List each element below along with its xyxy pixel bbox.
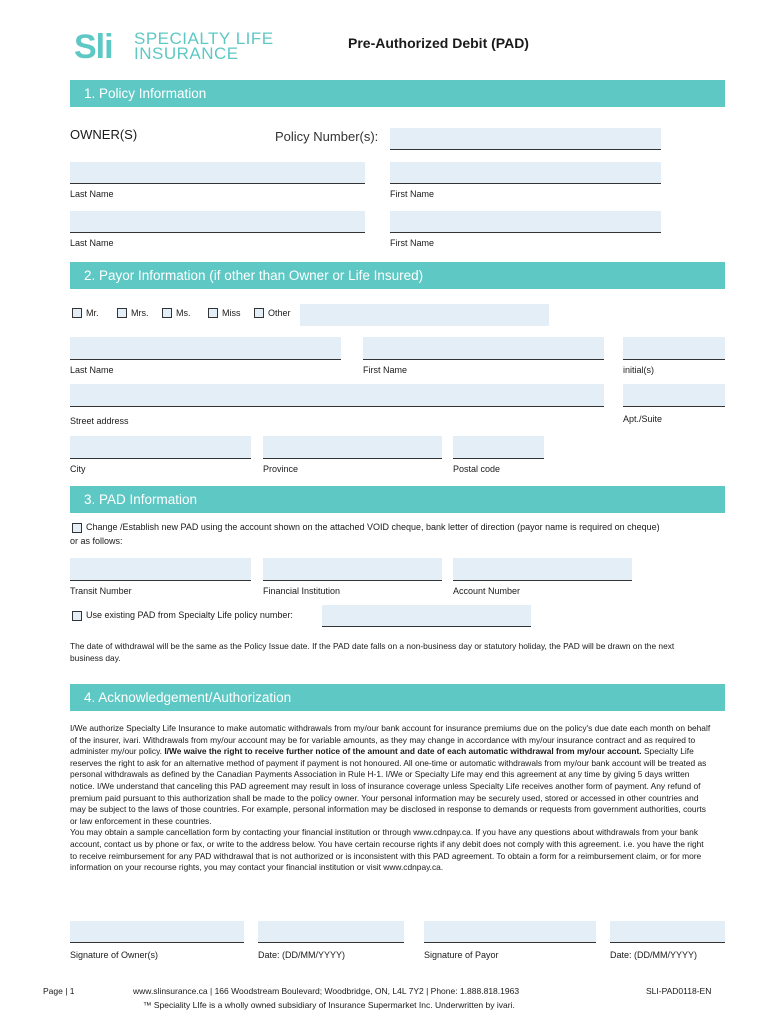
form-id: SLI-PAD0118-EN xyxy=(646,986,712,996)
section-pad-information: 3. PAD Information xyxy=(70,486,725,513)
miss-label: Miss xyxy=(222,308,241,318)
waive-notice-text: I/We waive the right to receive further notice of the amount and date of each automatic withdrawal from my/our account. xyxy=(164,746,642,757)
payor-signature-label: Signature of Payor xyxy=(424,950,499,960)
city-label: City xyxy=(70,464,86,474)
owner-signature-label: Signature of Owner(s) xyxy=(70,950,159,960)
owner-date-label: Date: (DD/MM/YYYY) xyxy=(258,950,346,960)
authorization-text-part2: Specialty Life reserves the right to ask for an alternative method of payment if payment is not honoured. All one-time or automatic withdrawals from my/our bank account will be treated as personal withdrawals as defined by the Canadian Payments Association in Rule H-1. I/We or Specialty Life may end this agreement at any time by giving 5 days written notice. I/We understand that canceling this PAD agreement may result in loss of insurance coverage unless Specialty Life receives another form of payment. Any refund of premium paid pursuant to this authorization shall be made to the policy owner. Your personal information may be securely used, stored or accessed in other countries and may be subject to the laws of those countries. For example, personal information may be disclosed in response to demands or requests from government authorities, courts or law enforcement in these countries. xyxy=(70,746,707,826)
payor-first-name-field[interactable] xyxy=(363,337,604,360)
logo-line2: INSURANCE xyxy=(134,44,239,63)
city-field[interactable] xyxy=(70,436,251,459)
payor-last-name-label: Last Name xyxy=(70,365,114,375)
postal-code-field[interactable] xyxy=(453,436,544,459)
existing-pad-checkbox[interactable] xyxy=(72,611,82,621)
logo-mark: Sli xyxy=(74,28,113,66)
mr-checkbox[interactable] xyxy=(72,308,82,318)
owner1-last-name-label: Last Name xyxy=(70,189,114,199)
withdrawal-date-note: The date of withdrawal will be the same as the Policy Issue date. If the PAD date falls on a non-business day or statutory holiday, the PAD will be drawn on the next business day. xyxy=(70,641,675,663)
transit-number-label: Transit Number xyxy=(70,586,132,596)
apt-suite-label: Apt./Suite xyxy=(623,414,663,424)
ms-checkbox[interactable] xyxy=(162,308,172,318)
mrs-label: Mrs. xyxy=(131,308,149,318)
ms-label: Ms. xyxy=(176,308,191,318)
other-title-field[interactable] xyxy=(300,304,549,326)
account-number-field[interactable] xyxy=(453,558,632,581)
policy-number-field[interactable] xyxy=(390,128,661,150)
section-payor-information: 2. Payor Information (if other than Owner or Life Insured) xyxy=(70,262,725,289)
payor-signature-field[interactable] xyxy=(424,921,596,943)
owner1-first-name-label: First Name xyxy=(390,189,435,199)
payor-signature-date-field[interactable] xyxy=(610,921,725,943)
owner1-last-name-field[interactable] xyxy=(70,162,365,184)
owner2-last-name-label: Last Name xyxy=(70,238,114,248)
subsidiary-note: ™ Speciality LIfe is a wholly owned subsidiary of Insurance Supermarket Inc. Underwritten by ivari. xyxy=(143,1000,515,1010)
payor-date-label: Date: (DD/MM/YYYY) xyxy=(610,950,698,960)
section-acknowledgement: 4. Acknowledgement/Authorization xyxy=(70,684,725,711)
recourse-text: You may obtain a sample cancellation form by contacting your financial institution or through www.cdnpay.ca. If you have any questions about withdrawals from your bank account, contact us by phone or fax, or write to the address below. You have certain recourse rights if any debit does not comply with this agreement. i.e. you have the right to receive reimbursement for any PAD withdrawal that is not authorized or is inconsistent with this PAD agreement. To obtain a form for a reimbursement claim, or for more information on your recourse rights, you may contact your financial institution or visit www.cdnpay.ca. xyxy=(70,827,704,873)
province-label: Province xyxy=(263,464,299,474)
page-number: Page | 1 xyxy=(43,986,75,996)
change-pad-text-line1: Change /Establish new PAD using the account shown on the attached VOID cheque, bank letter of direction (payor name is required on cheque) xyxy=(86,522,660,532)
owner-signature-field[interactable] xyxy=(70,921,244,943)
authorization-text-part1: I/We authorize Specialty Life Insurance to make automatic withdrawals from my/our bank account for insurance premiums due on the policy's due date each month on behalf of the insurer, ivari. Withdrawals from my/our account may be for variable amounts, as they may change in accordance with my/our insurance contract and as required to administer my/our policy. xyxy=(70,723,711,757)
owner2-first-name-label: First Name xyxy=(390,238,435,248)
existing-pad-label: Use existing PAD from Specialty Life policy number: xyxy=(86,610,293,620)
payor-initials-label: initial(s) xyxy=(623,365,655,375)
financial-institution-label: Financial Institution xyxy=(263,586,341,596)
miss-checkbox[interactable] xyxy=(208,308,218,318)
mrs-checkbox[interactable] xyxy=(117,308,127,318)
street-address-label: Street address xyxy=(70,416,129,426)
street-address-field[interactable] xyxy=(70,384,604,407)
existing-policy-number-field[interactable] xyxy=(322,605,531,627)
payor-first-name-label: First Name xyxy=(363,365,408,375)
owner1-first-name-field[interactable] xyxy=(390,162,661,184)
other-label: Other xyxy=(268,308,291,318)
page-title: Pre-Authorized Debit (PAD) xyxy=(348,35,529,51)
change-pad-text-line2: or as follows: xyxy=(70,536,123,546)
owner2-first-name-field[interactable] xyxy=(390,211,661,233)
other-checkbox[interactable] xyxy=(254,308,264,318)
section-policy-information: 1. Policy Information xyxy=(70,80,725,107)
owner2-last-name-field[interactable] xyxy=(70,211,365,233)
financial-institution-field[interactable] xyxy=(263,558,442,581)
province-field[interactable] xyxy=(263,436,442,459)
owner-signature-date-field[interactable] xyxy=(258,921,404,943)
contact-info: www.slinsurance.ca | 166 Woodstream Boulevard; Woodbridge, ON, L4L 7Y2 | Phone: 1.888.818.1963 xyxy=(133,986,520,996)
owners-label: OWNER(S) xyxy=(70,127,138,142)
account-number-label: Account Number xyxy=(453,586,521,596)
mr-label: Mr. xyxy=(86,308,99,318)
policy-number-label: Policy Number(s): xyxy=(275,129,379,144)
authorization-text xyxy=(70,723,712,874)
payor-last-name-field[interactable] xyxy=(70,337,341,360)
postal-code-label: Postal code xyxy=(453,464,501,474)
payor-initials-field[interactable] xyxy=(623,337,725,360)
transit-number-field[interactable] xyxy=(70,558,251,581)
apt-suite-field[interactable] xyxy=(623,384,725,407)
logo-line1: SPECIALTY LIFE xyxy=(134,29,274,48)
change-pad-checkbox[interactable] xyxy=(72,523,82,533)
